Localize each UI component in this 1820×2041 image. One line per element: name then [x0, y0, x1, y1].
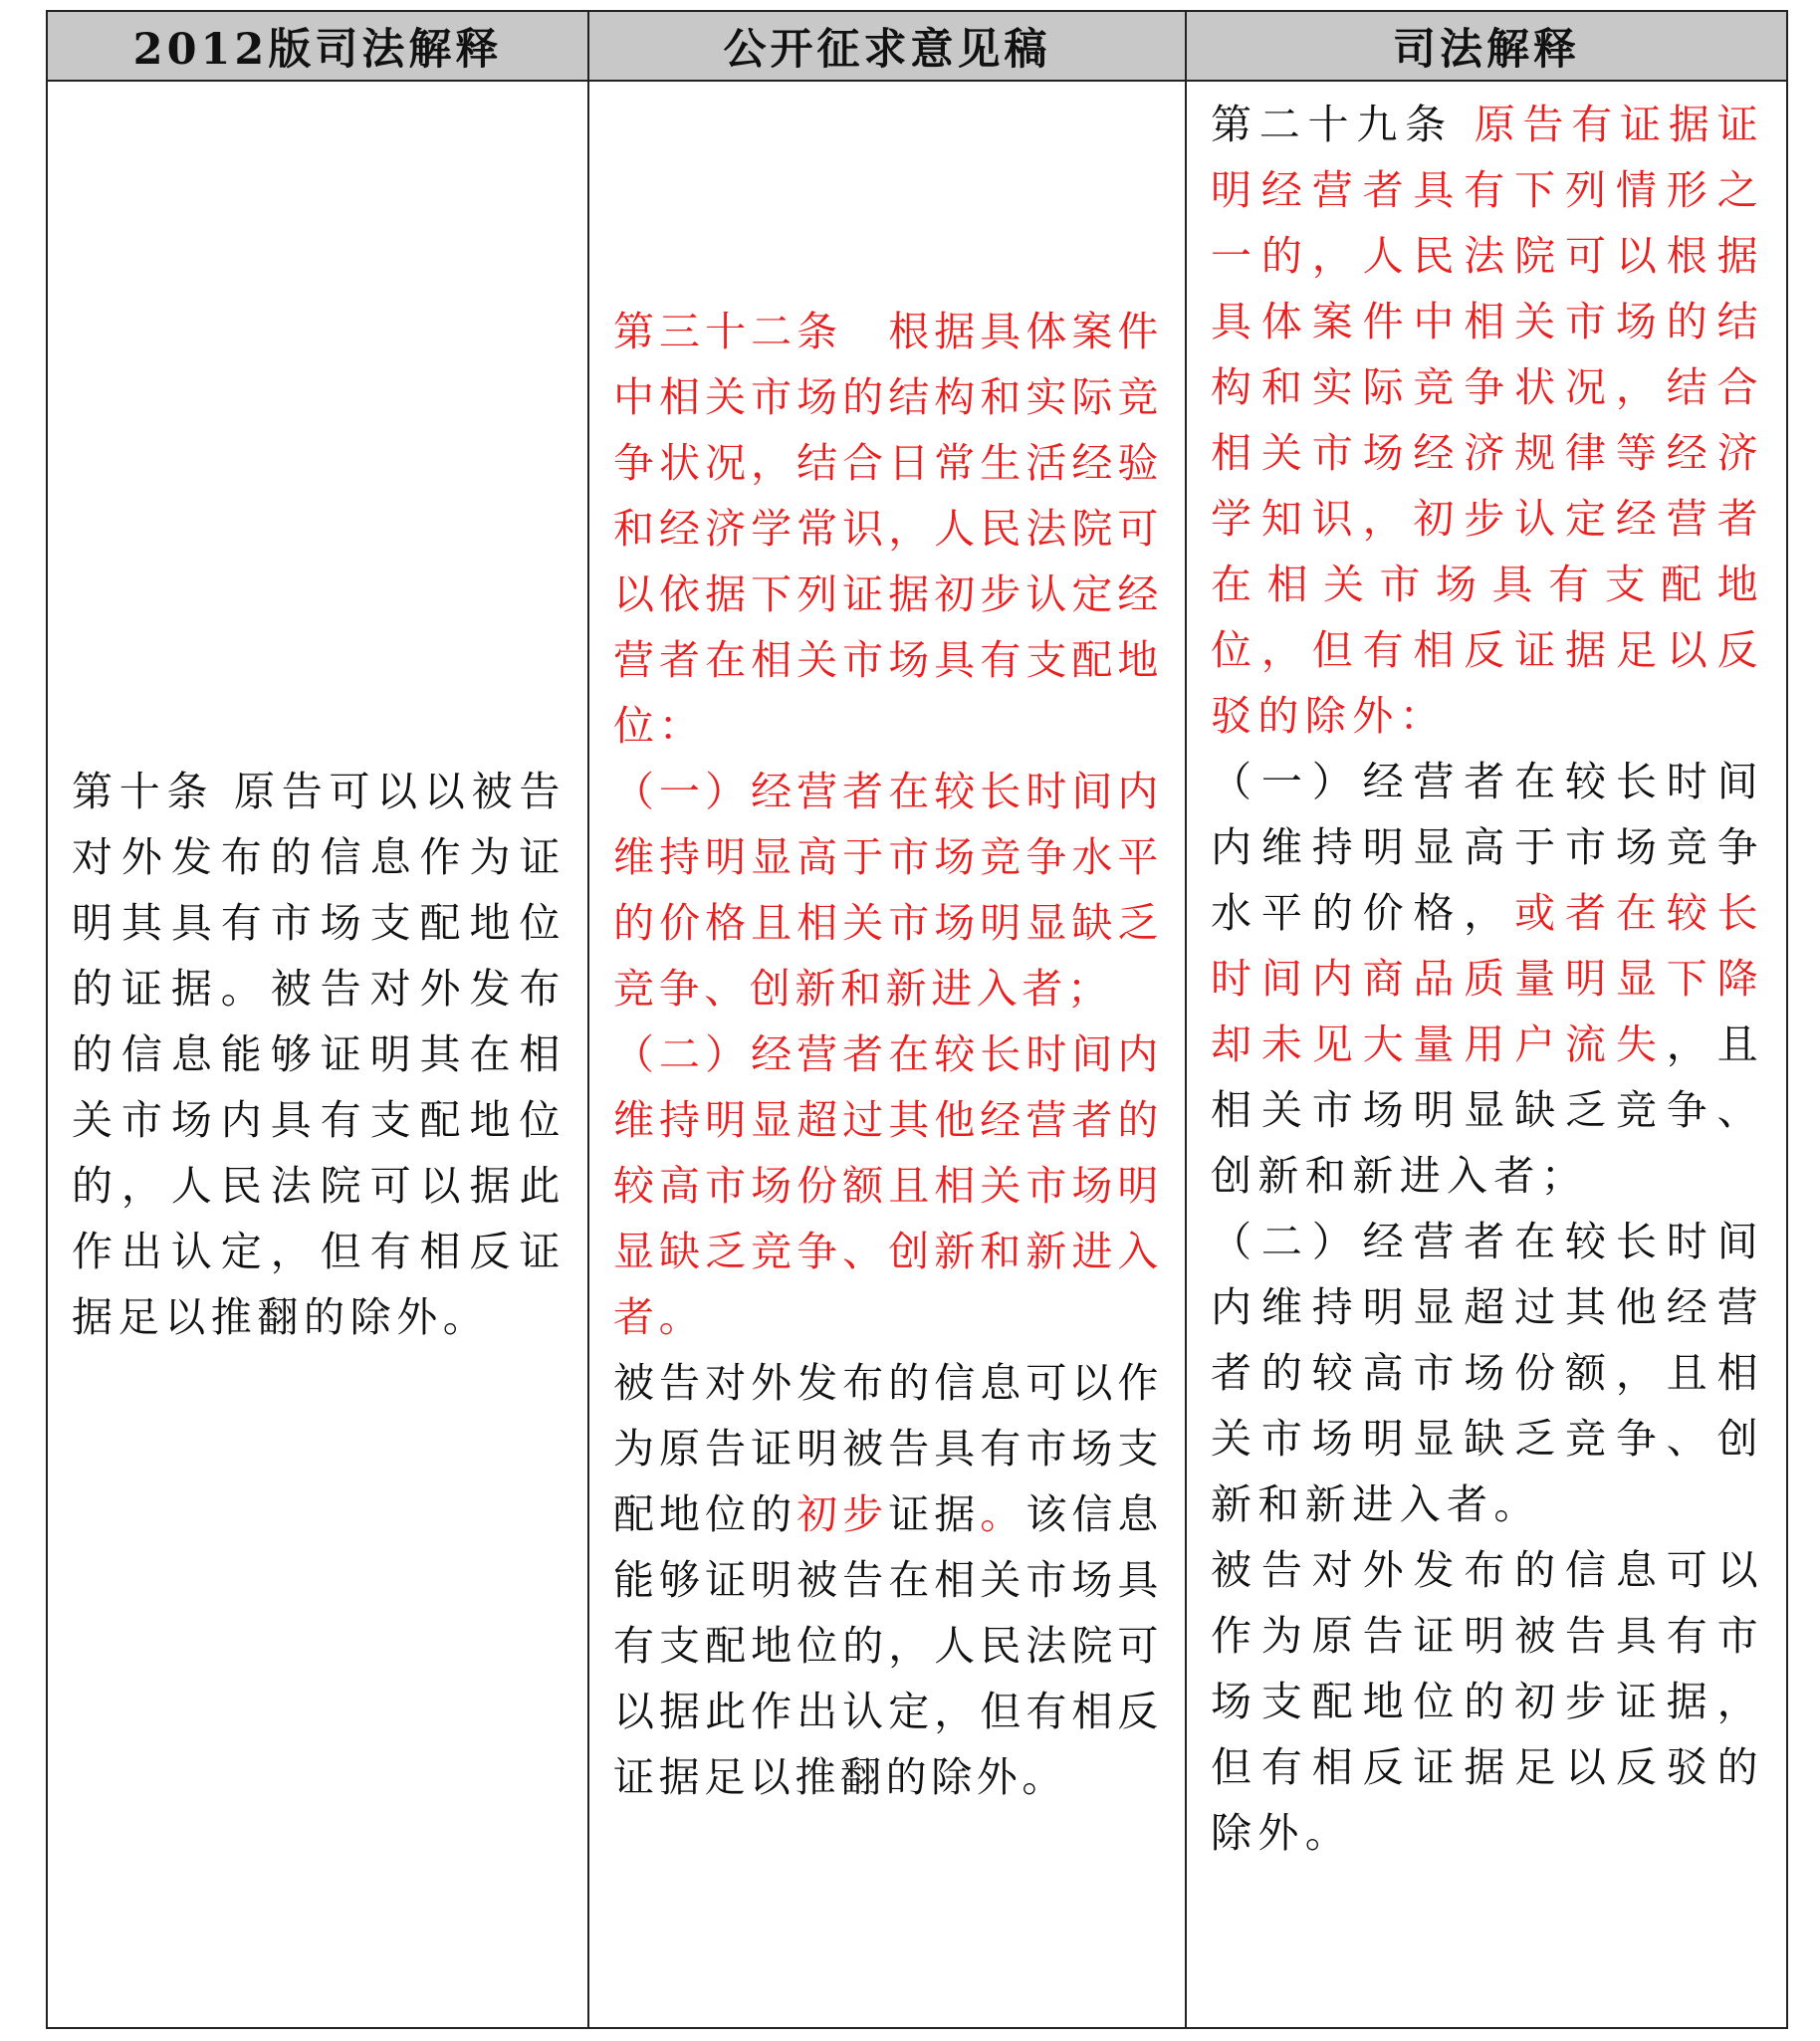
text-run: ，且相关市场明显缺乏竞争、创新和新进入者；: [1211, 1020, 1764, 1200]
paragraph: [613, 1350, 1163, 1810]
text-run: 该信息能够证明被告在相关市场具有支配地位的，人民法院可以据此作出认定，但有相反证据足以推翻的除外。: [613, 1490, 1164, 1801]
content-row: [47, 81, 1787, 2028]
paragraph: [1211, 1537, 1764, 1866]
paragraph: [613, 299, 1163, 759]
revised-text-run: 或者在较长时间内商品质量明显下降却未见大量用户流失: [1211, 889, 1764, 1068]
text-run: （二）经营者在较长时间内维持明显超过其他经营者的较高市场份额，且相关市场明显缺乏竞争、创新和新进入者。: [1211, 1218, 1764, 1528]
cell-text-col2: [613, 299, 1163, 1810]
text-run: 证据: [888, 1490, 981, 1538]
revised-text-run: （二）经营者在较长时间内维持明显超过其他经营者的较高市场份额且相关市场明显缺乏竞争、创新和新进入者。: [613, 1030, 1163, 1341]
header-public-draft: 公开征求意见稿: [588, 11, 1186, 81]
paragraph: [1211, 92, 1764, 749]
text-run: 第十条 原告可以以被告对外发布的信息作为证明其具有市场支配地位的证据。被告对外发布的信息能够证明其在相关市场内具有支配地位的，人民法院可以据此作出认定，但有相反证据足以推翻的除外。: [72, 768, 566, 1341]
revised-text-run: （一）经营者在较长时间内维持明显高于市场竞争水平的价格且相关市场明显缺乏竞争、创新和新进入者；: [613, 768, 1163, 1013]
paragraph: [1211, 1209, 1764, 1537]
text-run: 被告对外发布的信息可以作为原告证明被告具有市场支配地位的初步证据，但有相反证据足以反驳的除外。: [1211, 1546, 1764, 1857]
header-row: [47, 11, 1787, 81]
cell-text-col1: [72, 759, 566, 1350]
paragraph: [1211, 749, 1764, 1209]
paragraph: [613, 759, 1163, 1021]
revised-text-run: 初步: [796, 1490, 889, 1538]
text-run: （一）经营者在较长时间内维持明显高于市场竞争水平的价格，: [1211, 758, 1764, 937]
comparison-table: [46, 10, 1788, 2029]
text-run: 第二十九条: [1211, 101, 1475, 148]
revised-text-run: 第三十二条 根据具体案件中相关市场的结构和实际竞争状况，结合日常生活经验和经济学常识，人民法院可以依据下列证据初步认定经营者在相关市场具有支配地位：: [613, 308, 1163, 750]
header-2012-interpretation: 2012版司法解释: [47, 11, 588, 81]
comparison-sheet: [46, 10, 1786, 2029]
text-run: 被告对外发布的信息可以作为原告证明被告具有市场支配地位的: [613, 1359, 1163, 1538]
cell-public-draft: [588, 81, 1186, 2028]
revised-text-run: 原告有证据证明经营者具有下列情形之一的，人民法院可以根据具体案件中相关市场的结构和实际竞争状况，结合相关市场经济规律等经济学知识，初步认定经营者在相关市场具有支配地位，但有相反证据足以反驳的除外：: [1211, 101, 1764, 740]
paragraph: [613, 1021, 1163, 1350]
cell-text-col3: [1211, 92, 1764, 1866]
header-judicial-interpretation: 司法解释: [1186, 11, 1787, 81]
paragraph: [72, 759, 566, 1350]
cell-judicial-interpretation: [1186, 81, 1787, 2028]
cell-2012-interpretation: [47, 81, 588, 2028]
revised-text-run: 。: [980, 1490, 1026, 1538]
